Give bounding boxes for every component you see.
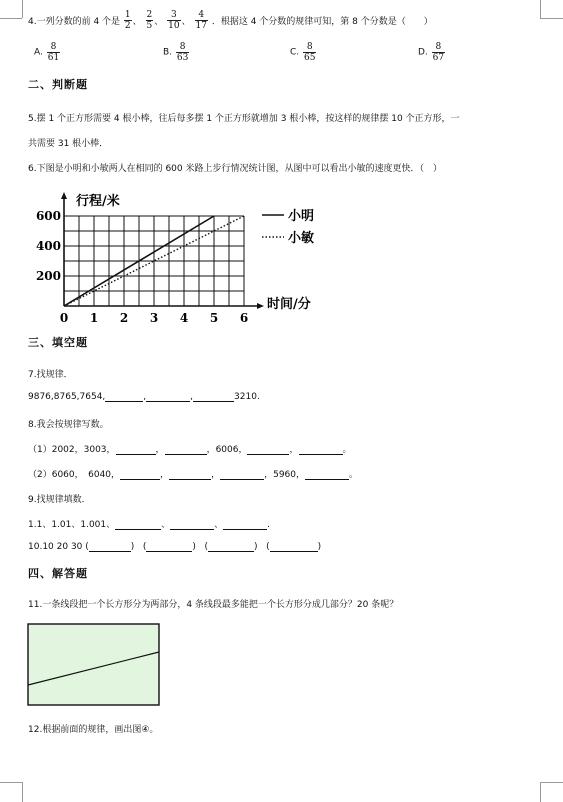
q7-blank-1[interactable]	[105, 393, 143, 402]
q10-blank-1[interactable]	[89, 543, 131, 552]
q8-line2-end: 。	[349, 470, 359, 480]
q4-separator: 、	[181, 17, 191, 27]
q4-option-a[interactable]: A. $\frac{8}{61}$	[34, 42, 60, 63]
chart-y-axis-label: 行程/米	[76, 194, 120, 209]
q4-option-d[interactable]: D. $\frac{8}{67}$	[418, 42, 445, 63]
legend-label-1: 小明	[288, 209, 315, 224]
q8-line2-mid: 5960，	[273, 470, 305, 480]
q8-line1-blank-1[interactable]	[116, 446, 156, 455]
legend-label-2: 小敏	[288, 231, 315, 246]
question-9: 9.找规律填数．	[28, 495, 91, 505]
question-7-sequence: 9876,8765,7654, , , 3210.	[28, 392, 260, 402]
chart-x-axis-label: 时间/分	[267, 297, 311, 312]
question-9-sequence: 1.1、1.01、1.001、 、 、 .	[28, 520, 271, 530]
x-tick-label: 2	[119, 311, 129, 325]
q9-blank-2[interactable]	[170, 521, 214, 530]
q10-text: 10.10 20 30	[28, 542, 83, 552]
q4-fraction-2: $\frac{2}{5}$	[146, 10, 153, 31]
q9-blank-3[interactable]	[223, 521, 267, 530]
question-5-line-1: 5.摆 1 个正方形需要 4 根小棒，往后每多摆 1 个正方形就增加 3 根小棒，按这样的规律摆 10 个正方形，一	[28, 114, 460, 124]
q4-fraction-3: $\frac{3}{10}$	[168, 10, 180, 31]
q8-line2-blank-4[interactable]	[305, 471, 349, 480]
q8-line1-blank-4[interactable]	[299, 446, 343, 455]
walking-distance-chart	[28, 186, 328, 326]
y-tick-label: 200	[35, 269, 61, 283]
q7-seq-end: 3210.	[234, 392, 260, 402]
question-4	[28, 10, 433, 31]
q4-fraction-1: $\frac{1}{2}$	[124, 10, 131, 31]
q8-line2-label: （2）6060， 6040，	[28, 470, 121, 480]
x-tick-label: 1	[89, 311, 99, 325]
q8-line1-end: 。	[342, 445, 352, 455]
q7-blank-3[interactable]	[193, 393, 234, 402]
x-axis-arrow	[257, 303, 264, 309]
q10-blank-4[interactable]	[270, 543, 318, 552]
y-axis-arrow	[61, 192, 67, 199]
x-tick-label: 6	[239, 311, 249, 325]
x-tick-label: 3	[149, 311, 159, 325]
q4-option-b[interactable]: B. $\frac{8}{63}$	[163, 42, 189, 63]
q4-text-post: ．根据这 4 个分数的规律可知，第 8 个分数是（ ）	[211, 17, 433, 27]
q8-line2-blank-1[interactable]	[120, 471, 160, 480]
question-8-line-1: （1）2002，3003， ， ，6006， ， 。	[28, 445, 352, 455]
q9-end: .	[267, 520, 271, 530]
question-5-line-2: 共需要 31 根小棒．	[28, 139, 109, 149]
q8-line1-blank-3[interactable]	[247, 446, 289, 455]
question-8-line-2: （2）6060， 6040， ， ， ，5960， 。	[28, 470, 359, 480]
section-title-solve: 四、解答题	[28, 567, 88, 580]
q8-line1-mid: 6006，	[215, 445, 248, 455]
y-tick-label: 600	[35, 209, 61, 223]
x-tick-label: 4	[179, 311, 189, 325]
q10-blank-3[interactable]	[208, 543, 254, 552]
section-title-fill-blank: 三、填空题	[28, 336, 88, 349]
q4-fraction-4: $\frac{4}{17}$	[195, 10, 207, 31]
q9-seq: 1.1、1.01、1.001、	[28, 520, 116, 530]
q4-option-c[interactable]: C. $\frac{8}{65}$	[290, 42, 316, 63]
x-tick-label: 5	[209, 311, 219, 325]
q8-line1-label: （1）2002，3003，	[28, 445, 116, 455]
question-10: 10.10 20 30 ( ) ( ) ( ) ( )	[28, 542, 322, 552]
q10-blank-2[interactable]	[146, 543, 192, 552]
q4-separator: 、	[154, 17, 164, 27]
q7-seq-start: 9876,8765,7654,	[28, 392, 106, 402]
x-tick-label: 0	[59, 311, 69, 325]
chart-grid	[64, 216, 244, 306]
question-11: 11.一条线段把一个长方形分为两部分，4 条线段最多能把一个长方形分成几部分？20 条呢？	[28, 600, 399, 610]
question-6: 6.下图是小明和小敏两人在相同的 600 米路上步行情况统计图，从图中可以看出小敏的速度更快．（ ）	[28, 164, 442, 174]
q4-separator: 、	[132, 17, 142, 27]
q9-blank-1[interactable]	[115, 521, 161, 530]
q7-blank-2[interactable]	[146, 393, 190, 402]
question-12: 12.根据前面的规律，画出图④。	[28, 725, 159, 735]
chart-legend	[262, 209, 314, 246]
question-8: 8.我会按规律写数。	[28, 420, 109, 430]
q8-line1-blank-2[interactable]	[165, 446, 207, 455]
y-tick-label: 400	[35, 239, 61, 253]
q8-line2-blank-2[interactable]	[169, 471, 211, 480]
question-7: 7.找规律．	[28, 370, 73, 380]
q4-text-pre: 4.一列分数的前 4 个是	[28, 17, 121, 27]
chart-ticks	[36, 209, 248, 325]
q8-line2-blank-3[interactable]	[220, 471, 264, 480]
rectangle-with-line-figure	[27, 623, 161, 707]
section-title-judgement: 二、判断题	[28, 78, 88, 91]
